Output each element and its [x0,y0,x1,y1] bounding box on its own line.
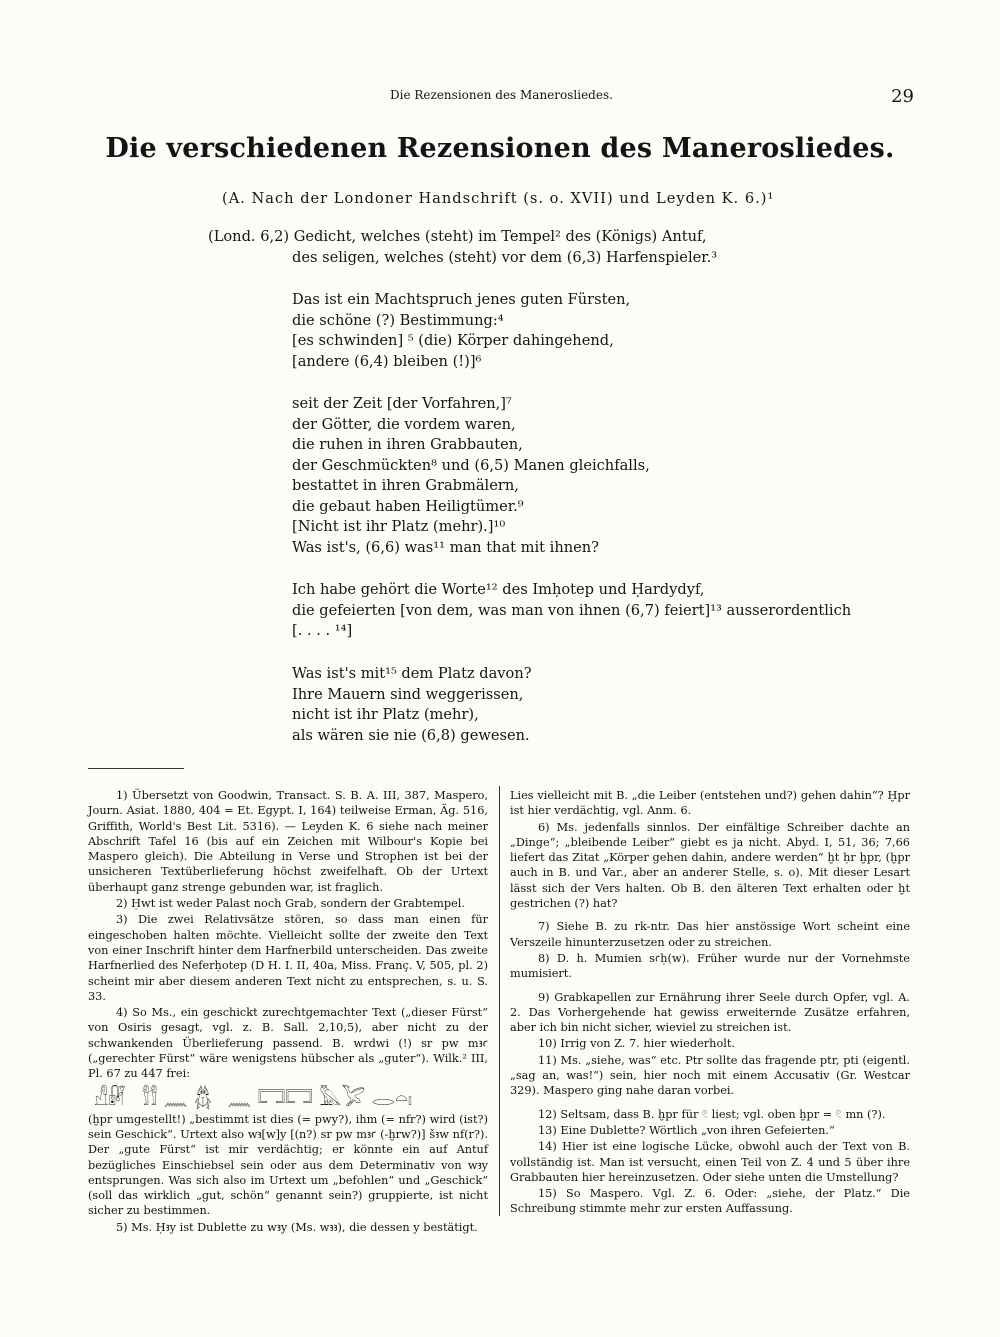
verse-line: Was ist's, (6,6) was¹¹ man that mit ihnen? [292,538,599,556]
intro-line: (Lond. 6,2) Gedicht, welches (steht) im Tempel² des (Königs) Antuf, [208,228,707,245]
verse-line: der Geschmückten⁸ und (6,5) Manen gleichfalls, [292,456,650,474]
verse-line: nicht ist ihr Platz (mehr), [292,706,479,723]
stanza-1 [292,290,630,372]
verse-line: der Götter, die vordem waren, [292,415,516,433]
footnote: 12) Seltsam, dass B. ḫpr für 𓏲 liest; vgl. oben ḫpr = 𓏲 mn (?). [538,1107,886,1121]
hieroglyph-group: 𓀾𓀾 𓈖 𓆣 [141,1085,212,1110]
verse-line: die gebaut haben Heiligtümer.⁹ [292,497,524,515]
verse-line: Ich habe gehört die Worte¹² des Imḥotep und Ḥardydyf, [292,581,705,598]
hieroglyph-group: 𓈖 𓉐𓉐 𓅓𓅯 𓂋𓏏𓏤 [227,1085,412,1110]
verse-line: die ruhen in ihren Grabbauten, [292,436,523,453]
footnote: 7) Siehe B. zu rk-ntr. Das hier anstössige Wort scheint eine Verszeile hinunterzusetzen oder zu streichen. [510,920,910,949]
verse-line: Was ist's mit¹⁵ dem Platz davon? [292,665,532,682]
verse-line: Ihre Mauern sind weggerissen, [292,685,524,703]
footnote: 1) Übersetzt von Goodwin, Transact. S. B. A. III, 387, Maspero, Journ. Asiat. 1880, 404 = Et. Egypt. I, 164) teilweise Erman, Äg. 516, Griffith, World's Best Lit. 5316). — Leyden K. 6 siehe nach meiner Abschrift Tafel 16 (bis auf ein Zeichen mit Wilbour's Kopie bei Maspero gleich). Die Abteilung in Verse und Strophen ist bei der unsicheren Textüberlieferung höchst zweifelhaft. Ob der Urtext überhaupt ganz strenge gebunden war, ist fraglich. [88,789,488,894]
footnotes-right [510,788,910,1217]
verse-line: die gefeierten [von dem, was man von ihnen (6,7) feiert]¹³ ausserordentlich [292,601,852,619]
verse-line: [andere (6,4) bleiben (!)]⁶ [292,352,482,370]
verse-line: die schöne (?) Bestimmung:⁴ [292,311,504,329]
footnote: Lies vielleicht mit B. „die Leiber (entstehen und?) gehen dahin“? Ḫpr ist hier verdächtig, vgl. Anm. 6. [510,789,910,818]
footnote: 10) Irrig von Z. 7. hier wiederholt. [538,1037,735,1051]
footnote: 11) Ms. „siehe, was“ etc. Ptr sollte das fragende ptr, pti (eigentl. „sag an, was!“) sein, hier noch mit einem Accusativ (Gr. Westcar 329). Maspero ging nahe daran vorbei. [510,1053,910,1098]
footnote-rule [88,768,184,769]
running-title: Die Rezensionen des Manerosliedes. [390,88,613,102]
footnote: 14) Hier ist eine logische Lücke, obwohl auch der Text von B. vollständig ist. Man ist versucht, einen Teil von Z. 4 und 5 über ihre Grabbauten hier hereinzusetzen. Oder siehe unten die Umstellung? [510,1140,910,1184]
page-title: Die verschiedenen Rezensionen des Manerosliedes. [105,133,895,164]
intro-block [208,226,717,268]
footnote: 2) Ḥwt ist weder Palast noch Grab, sondern der Grabtempel. [116,897,466,911]
subtitle: (A. Nach der Londoner Handschrift (s. o. XVII) und Leyden K. 6.)¹ [222,190,775,207]
verse-line: seit der Zeit [der Vorfahren,]⁷ [292,395,512,412]
verse-line: [es schwinden] ⁵ (die) Körper dahingehend, [292,332,614,349]
verse-line: Das ist ein Machtspruch jenes guten Fürsten, [292,291,631,308]
hieroglyph-group: 𓀭𓏞 [94,1085,126,1110]
footnote: (ḫpr umgestellt!) „bestimmt ist dies (= pwy?), ihm (= nfr?) wird (ist?) sein Geschick“. Urtext also wꜣ[w]y [(n?) sr pw mꜣꜥ (-ḫrw?)] šꜣw nf(r?). Der „gute Fürst“ ist mir verdächtig; er könnte ein auf Antuf bezügliches Einschiebsel sein oder aus dem Determinativ von wꜣy entsprungen. Was sich also im Urtext um „befohlen“ und „Geschick“ (soll das wirklich „gut, schön“ genannt sein?) gruppierte, ist nicht sicher zu bestimmen. [88,1112,488,1218]
verse-line: [. . . . ¹⁴] [292,622,353,639]
verse-line: [Nicht ist ihr Platz (mehr).]¹⁰ [292,518,506,535]
verse-line: bestattet in ihren Grabmälern, [292,477,519,494]
footnote: 8) D. h. Mumien sꜥḥ(w). Früher wurde nur der Vornehmste mumisiert. [510,951,910,981]
stanza-4 [292,664,532,746]
stanza-2 [292,394,650,558]
page-number: 29 [891,86,914,107]
footnote: 3) Die zwei Relativsätze stören, so dass man einen für eingeschoben halten möchte. Vielleicht sollte der zweite den Text von einer Inschrift hinter dem Harfnerbild unterscheiden. Das zweite Harfnerlied des Neferḥotep (D H. I. II, 40a, Miss. Franç. V, 505, pl. 2) scheint mir aber diesem anderen Text nicht zu entsprechen, s. u. S. 33. [88,913,488,1003]
footnotes-left [88,788,488,1235]
footnote: 9) Grabkapellen zur Ernährung ihrer Seele durch Opfer, vgl. A. 2. Das Vorhergehende hat gewiss erweiternde Zusätze erfahren, aber ich bin nicht sicher, wieviel zu streichen ist. [510,990,910,1035]
hieroglyph-line [88,1086,488,1110]
stanza-3 [292,580,851,642]
verse-line: als wären sie nie (6,8) gewesen. [292,726,530,744]
footnote: 5) Ms. Ḥꜣy ist Dublette zu wꜣy (Ms. wꜣꜣ), die dessen y bestätigt. [116,1220,478,1234]
footnote: 4) So Ms., ein geschickt zurechtgemachter Text („dieser Fürst“ von Osiris gesagt, vgl. z. B. Sall. 2,10,5), aber nicht zu der schwankenden Überlieferung passend. B. wrdwi (!) sr pw mꜣꜥ („gerechter Fürst“ wäre wenigstens hübscher als „guter“). Wilk.² III, Pl. 67 zu 447 frei: [88,1006,488,1081]
footnote: 13) Eine Dublette? Wörtlich „von ihren Gefeierten.“ [538,1123,835,1137]
footnote: 6) Ms. jedenfalls sinnlos. Der einfältige Schreiber dachte an „Dinge“; „bleibende Leiber“ giebt es ja nicht. Abyd. I, 51, 36; 7,66 liefert das Zitat „Körper gehen dahin, andere werden“ ḫt ḥr ḫpr, (ḫpr auch in B. und Var., aber an anderer Stelle, s. o). Mit dieser Lesart lässt sich der Vers halten. Ob B. den älteren Text erhalten oder ḫt gestrichen (?) hat? [510,820,910,911]
footnote: 15) So Maspero. Vgl. Z. 6. Oder: „siehe, der Platz.“ Die Schreibung stimmte mehr zur ersten Auffassung. [510,1187,910,1216]
intro-line: des seligen, welches (steht) vor dem (6,3) Harfenspieler.³ [292,249,718,266]
column-divider [499,786,500,1216]
